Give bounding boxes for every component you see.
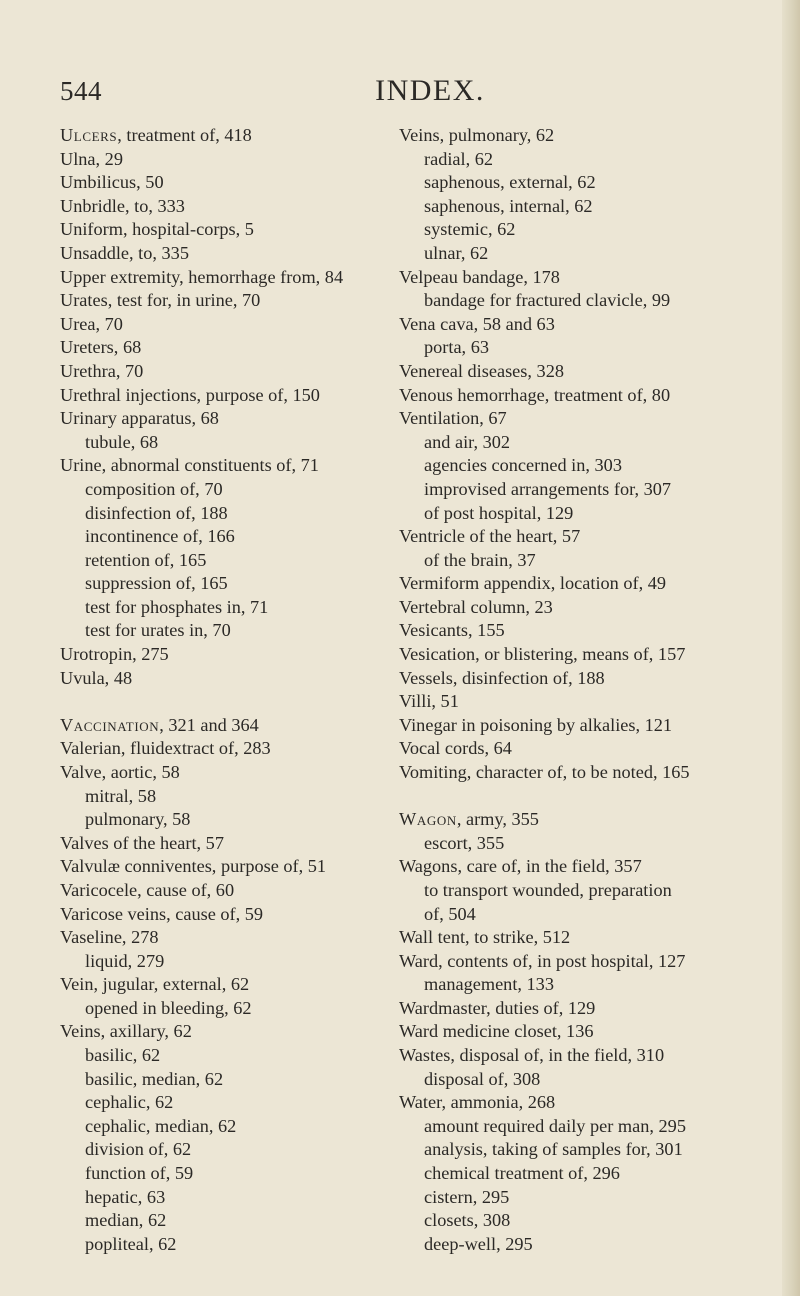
- index-entry: Vessels, disinfection of, 188: [399, 667, 605, 688]
- index-entry: Wardmaster, duties of, 129: [399, 997, 596, 1018]
- index-entry: Water, ammonia, 268: [399, 1092, 556, 1113]
- index-subentry: test for phosphates in, 71: [85, 596, 269, 617]
- index-subentry: hepatic, 63: [85, 1186, 166, 1207]
- index-subentry: basilic, 62: [85, 1045, 161, 1066]
- index-subentry: and air, 302: [424, 431, 511, 452]
- index-subentry: ulnar, 62: [424, 242, 489, 263]
- index-entry: Uniform, hospital-corps, 5: [60, 219, 254, 240]
- index-subentry: suppression of, 165: [85, 573, 228, 594]
- index-entry: Unbridle, to, 333: [60, 195, 185, 216]
- index-entry: Ureters, 68: [60, 337, 142, 358]
- page-edge: [782, 0, 800, 1296]
- index-entry: Vertebral column, 23: [399, 596, 553, 617]
- index-subentry: amount required daily per man, 295: [424, 1115, 686, 1136]
- index-subentry: escort, 355: [424, 832, 505, 853]
- index-entry: Vaccination, 321 and 364: [60, 714, 259, 735]
- index-subentry: cephalic, median, 62: [85, 1115, 237, 1136]
- index-entry: Vaseline, 278: [60, 927, 159, 948]
- index-subentry: agencies concerned in, 303: [424, 455, 622, 476]
- index-subentry: management, 133: [424, 974, 554, 995]
- index-subentry: deep-well, 295: [424, 1233, 533, 1254]
- index-subentry: liquid, 279: [85, 950, 165, 971]
- index-subentry: pulmonary, 58: [85, 809, 191, 830]
- index-entry: Vena cava, 58 and 63: [399, 313, 555, 334]
- index-subentry: of the brain, 37: [424, 549, 536, 570]
- index-entry: Urine, abnormal constituents of, 71: [60, 455, 319, 476]
- index-entry: Valve, aortic, 58: [60, 761, 180, 782]
- index-entry: Urethra, 70: [60, 360, 144, 381]
- index-entry: Vermiform appendix, location of, 49: [399, 573, 667, 594]
- index-subentry: function of, 59: [85, 1163, 194, 1184]
- index-entry: Vesication, or blistering, means of, 157: [399, 644, 686, 665]
- index-column-right: [399, 124, 784, 1256]
- index-subentry: bandage for fractured clavicle, 99: [424, 290, 671, 311]
- index-entry: Ventilation, 67: [399, 408, 507, 429]
- index-subentry: incontinence of, 166: [85, 526, 235, 547]
- index-entry: Venous hemorrhage, treatment of, 80: [399, 384, 671, 405]
- index-entry: Wagon, army, 355: [399, 809, 539, 830]
- index-entry: Uvula, 48: [60, 667, 133, 688]
- index-subentry: opened in bleeding, 62: [85, 997, 252, 1018]
- index-subentry: cephalic, 62: [85, 1092, 174, 1113]
- index-entry: Vinegar in poisoning by alkalies, 121: [399, 714, 673, 735]
- index-entry: Upper extremity, hemorrhage from, 84: [60, 266, 344, 287]
- index-subentry: radial, 62: [424, 148, 494, 169]
- index-entry: Veins, axillary, 62: [60, 1021, 192, 1042]
- index-entry: Venereal diseases, 328: [399, 360, 564, 381]
- index-subentry: improvised arrangements for, 307: [424, 478, 672, 499]
- index-entry: Vesicants, 155: [399, 620, 505, 641]
- section-gap: [399, 785, 784, 809]
- index-entry: Valvulæ conniventes, purpose of, 51: [60, 856, 327, 877]
- index-entry: Varicocele, cause of, 60: [60, 879, 235, 900]
- index-subentry: chemical treatment of, 296: [424, 1163, 620, 1184]
- index-entry: Umbilicus, 50: [60, 172, 164, 193]
- index-subentry: mitral, 58: [85, 785, 157, 806]
- index-subentry: saphenous, external, 62: [424, 172, 596, 193]
- index-entry: Ulcers, treatment of, 418: [60, 125, 252, 145]
- index-entry: Urethral injections, purpose of, 150: [60, 384, 320, 405]
- index-subentry: analysis, taking of samples for, 301: [424, 1139, 683, 1160]
- section-initial-word: Wagon: [399, 809, 457, 830]
- page-number: 544: [60, 76, 102, 106]
- index-entry: Ventricle of the heart, 57: [399, 526, 581, 547]
- index-entry: Urinary apparatus, 68: [60, 408, 219, 429]
- index-entry: Villi, 51: [399, 691, 459, 712]
- index-subentry: retention of, 165: [85, 549, 207, 570]
- index-entry: Vomiting, character of, to be noted, 165: [399, 762, 690, 783]
- index-entry: Urea, 70: [60, 313, 123, 334]
- index-subentry: systemic, 62: [424, 219, 516, 240]
- index-entry: Urates, test for, in urine, 70: [60, 290, 261, 311]
- index-entry: Veins, pulmonary, 62: [399, 125, 555, 145]
- index-subentry: to transport wounded, preparation: [424, 879, 672, 900]
- index-subentry: closets, 308: [424, 1210, 511, 1231]
- index-subentry: test for urates in, 70: [85, 620, 231, 641]
- index-entry: Vein, jugular, external, 62: [60, 974, 250, 995]
- index-subentry: division of, 62: [85, 1139, 192, 1160]
- index-entry: Ward, contents of, in post hospital, 127: [399, 950, 686, 971]
- page-title: INDEX.: [375, 74, 485, 107]
- index-entry: Ulna, 29: [60, 148, 123, 169]
- index-subentry: porta, 63: [424, 337, 489, 358]
- index-subentry: cistern, 295: [424, 1186, 510, 1207]
- page-header: [60, 74, 740, 108]
- index-entry: Vocal cords, 64: [399, 738, 512, 759]
- index-subentry: median, 62: [85, 1210, 167, 1231]
- index-entry: Wagons, care of, in the field, 357: [399, 856, 642, 877]
- index-entry: Ward medicine closet, 136: [399, 1021, 594, 1042]
- index-entry: Wall tent, to strike, 512: [399, 927, 571, 948]
- index-entry: Valerian, fluidextract of, 283: [60, 738, 271, 759]
- index-subentry: of, 504: [424, 903, 476, 924]
- index-subentry: tubule, 68: [85, 431, 159, 452]
- section-gap: [60, 690, 400, 714]
- index-subentry: popliteal, 62: [85, 1233, 177, 1254]
- index-entry: Wastes, disposal of, in the field, 310: [399, 1045, 665, 1066]
- index-entry: Urotropin, 275: [60, 644, 169, 665]
- index-subentry: composition of, 70: [85, 478, 223, 499]
- index-subentry: disposal of, 308: [424, 1068, 541, 1089]
- index-entry: Varicose veins, cause of, 59: [60, 903, 264, 924]
- section-initial-word: Ulcers: [60, 125, 118, 145]
- index-column-left: [60, 124, 400, 1256]
- index-subentry: disinfection of, 188: [85, 502, 228, 523]
- index-entry: Unsaddle, to, 335: [60, 242, 189, 263]
- index-subentry: of post hospital, 129: [424, 502, 574, 523]
- index-subentry: saphenous, internal, 62: [424, 195, 593, 216]
- index-entry: Velpeau bandage, 178: [399, 266, 560, 287]
- index-entry: Valves of the heart, 57: [60, 832, 224, 853]
- index-subentry: basilic, median, 62: [85, 1068, 224, 1089]
- section-initial-word: Vaccination: [60, 714, 160, 735]
